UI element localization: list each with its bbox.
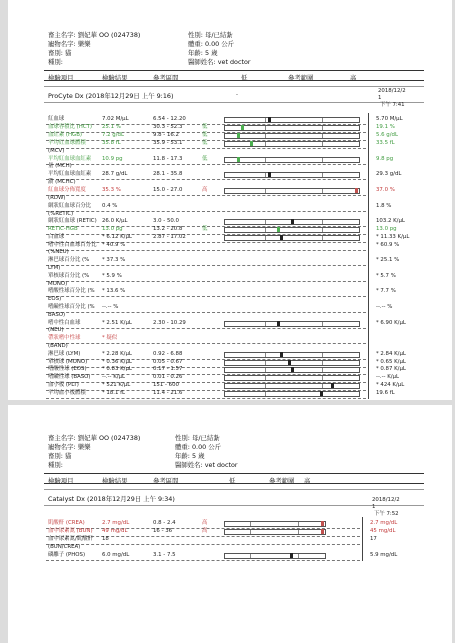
test-result: 7.02 M/μL <box>102 116 129 122</box>
section-rule <box>44 489 424 490</box>
reference-interval: 13.2 - 20.8 <box>153 226 183 232</box>
test-result: * 521 K/μL <box>102 382 131 388</box>
previous-result: 17 <box>370 536 377 542</box>
row-separator <box>46 343 366 344</box>
column-header: 檢驗項目 <box>48 477 74 485</box>
test-result: 10.9 pg <box>102 156 123 162</box>
patient-info-field: 性別: 母/已結紮 <box>175 434 220 442</box>
result-marker <box>291 367 294 372</box>
reference-gauge <box>224 521 326 527</box>
reference-band <box>265 158 323 162</box>
test-result: * 2.51 K/μL <box>102 320 132 326</box>
test-result: * 疑似 <box>102 335 118 341</box>
previous-result: 5.70 M/μL <box>376 116 403 122</box>
row-separator <box>46 296 366 297</box>
previous-result: * 6.90 K/μL <box>376 320 406 326</box>
previous-result: * 0.65 K/μL <box>376 359 406 365</box>
previous-result: 19.6 fL <box>376 390 395 396</box>
reference-gauge <box>224 235 360 241</box>
reference-interval: 0.01 - 0.26 <box>153 374 183 380</box>
section-bottom-rule <box>44 505 424 506</box>
test-name: (BAND) <box>48 343 68 349</box>
result-marker <box>250 141 253 146</box>
result-marker <box>355 188 358 193</box>
test-result: 28.7 g/dL <box>102 171 128 177</box>
result-marker <box>268 117 271 122</box>
result-marker <box>288 360 291 365</box>
test-name: 嗜中性白血球 <box>48 320 81 326</box>
header-top-rule <box>44 473 424 474</box>
test-name: 淋巴球百分比 (% <box>48 257 90 263</box>
test-name: 血中尿素氮 (BUN) <box>48 528 93 534</box>
test-result: 18 <box>102 536 109 542</box>
report-page-2 <box>8 405 452 643</box>
result-marker <box>290 553 293 558</box>
test-result: 0.4 % <box>102 203 118 209</box>
test-result: 2.7 mg/dL <box>102 520 130 526</box>
previous-result: 13.0 pg <box>376 226 397 232</box>
section-rule <box>44 86 424 87</box>
reference-interval: 3.0 - 50.0 <box>153 218 179 224</box>
test-result: 6.0 mg/dL <box>102 552 130 558</box>
reference-band <box>265 118 323 122</box>
row-separator <box>46 560 360 561</box>
result-marker <box>280 235 283 240</box>
reference-band <box>265 126 323 130</box>
reference-gauge <box>224 529 326 535</box>
reference-band <box>265 220 323 224</box>
section-title: ProCyte Dx (2018年12月29日 上午 9:16) <box>48 92 174 100</box>
reference-interval: 2.30 - 10.29 <box>153 320 186 326</box>
result-marker <box>321 529 324 534</box>
previous-result: 33.5 fL <box>376 140 395 146</box>
patient-info-field: 年齡: 5 歲 <box>188 49 218 57</box>
reference-interval: 6.54 - 12.20 <box>153 116 186 122</box>
result-marker <box>291 219 294 224</box>
result-marker <box>277 321 280 326</box>
previous-result: 5.6 g/dL <box>376 132 398 138</box>
column-header: 檢驗結果 <box>102 477 128 485</box>
previous-result: 9.8 pg <box>376 156 394 162</box>
test-name: (RDW) <box>48 195 66 201</box>
reference-interval: 0.92 - 6.88 <box>153 351 183 357</box>
result-flag: 低 <box>202 140 208 146</box>
previous-result: * 424 K/μL <box>376 382 405 388</box>
previous-result: 45 mg/dL <box>370 528 396 534</box>
result-marker <box>241 125 244 130</box>
test-name: 量 (MCH) <box>48 163 72 169</box>
test-result: * 13.6 % <box>102 288 126 294</box>
row-separator <box>46 281 366 282</box>
patient-info-field: 體重: 0.00 公斤 <box>175 443 222 451</box>
result-marker <box>277 227 280 232</box>
column-header: 低 <box>229 477 236 485</box>
column-header: 參考範圍 <box>288 74 314 82</box>
test-name: 平均血小板體積 <box>48 390 86 396</box>
previous-result: 19.1 % <box>376 124 395 130</box>
test-name: MONO) <box>48 281 68 287</box>
column-header: 參考區間 <box>153 477 179 485</box>
test-result: 35.3 % <box>102 187 121 193</box>
reference-gauge <box>224 383 360 389</box>
test-name: 平均紅血球血紅素 <box>48 156 92 162</box>
reference-band <box>265 189 323 193</box>
test-name: 平均紅血球血紅素 <box>48 171 92 177</box>
prev-run-date: 2018/12/2 <box>378 88 406 94</box>
header-bottom-rule <box>44 80 424 81</box>
column-header: 參考範圍 <box>269 477 295 485</box>
test-result: * 2.28 K/μL <box>102 351 132 357</box>
column-header: 參考區間 <box>153 74 179 82</box>
reference-interval: 0.05 - 0.67 <box>153 359 183 365</box>
reference-gauge <box>224 117 360 123</box>
patient-info-field: 性別: 母/已結紮 <box>188 31 233 39</box>
previous-result: * 60.9 % <box>376 242 400 248</box>
test-name: 嗜酸性球百分比 (% <box>48 288 95 294</box>
reference-interval: 2.87 - 17.02 <box>153 234 186 240</box>
previous-result: 29.3 g/dL <box>376 171 402 177</box>
patient-info-field: 畜主名字: 劉妃華 OO (024738) <box>48 31 141 39</box>
reference-gauge <box>224 321 360 327</box>
test-name: 肌酸酐 (CREA) <box>48 520 85 526</box>
reference-interval: 16 - 36 <box>153 528 173 534</box>
test-name: 嗜鹼性球百分比 (% <box>48 304 95 310</box>
test-name: 血中尿素氮/肌酸酐 <box>48 536 93 542</box>
test-result: 35.8 fL <box>102 140 121 146</box>
result-marker <box>237 157 240 162</box>
previous-result: * 11.33 K/μL <box>376 234 410 240</box>
reference-gauge <box>224 133 360 139</box>
row-separator <box>46 398 366 399</box>
reference-band <box>265 236 323 240</box>
row-separator <box>46 179 366 180</box>
reference-interval: 151 - 600 <box>153 382 179 388</box>
test-name: 白血球 <box>48 234 65 240</box>
patient-info-field: 畜主名字: 劉妃華 OO (024738) <box>48 434 141 442</box>
test-name: 嗜鹼性球 (BASO) <box>48 374 91 380</box>
previous-result: * 0.87 K/μL <box>376 366 406 372</box>
row-separator <box>46 328 366 329</box>
patient-info-field: 種別: <box>48 58 63 66</box>
previous-result: 37.0 % <box>376 187 395 193</box>
test-name: (BUN/CREA) <box>48 544 81 550</box>
reference-gauge <box>224 157 360 163</box>
reference-interval: 11.8 - 17.3 <box>153 156 183 162</box>
reference-gauge <box>224 375 360 381</box>
test-name: 嗜中性白血球百分比 <box>48 242 97 248</box>
test-name: 淋巴球 (LYM) <box>48 351 81 357</box>
test-result: --.-- K/μL <box>102 374 125 380</box>
result-flag: 低 <box>202 226 208 232</box>
test-result: * 0.36 K/μL <box>102 359 132 365</box>
test-name: EOS) <box>48 296 62 302</box>
result-flag: 低 <box>202 156 208 162</box>
test-result: * 0.83 K/μL <box>102 366 132 372</box>
reference-band <box>265 142 323 146</box>
column-divider <box>362 517 363 561</box>
reference-gauge <box>224 219 360 225</box>
test-name: 紅血球分佈寬度 <box>48 187 86 193</box>
patient-info-field: 種別: <box>48 461 63 469</box>
row-separator <box>46 164 366 165</box>
reference-interval: 9.8 - 16.2 <box>153 132 179 138</box>
reference-band <box>265 392 323 396</box>
previous-result: * 25.1 % <box>376 257 400 263</box>
reference-band <box>250 522 299 526</box>
reference-band <box>265 322 323 326</box>
result-marker <box>237 133 240 138</box>
prev-run-seq: 1 <box>378 95 382 101</box>
row-separator <box>46 195 366 196</box>
row-separator <box>46 544 360 545</box>
row-separator <box>46 148 366 149</box>
test-name: RETIC-HGB <box>48 226 78 232</box>
test-name: 紅血球 <box>48 116 65 122</box>
reference-interval: 30.3 - 52.3 <box>153 124 183 130</box>
previous-result: 2.7 mg/dL <box>370 520 398 526</box>
section-title: Catalyst Dx (2018年12月29日 上午 9:34) <box>48 495 175 503</box>
result-flag: 高 <box>202 528 208 534</box>
column-header: 高 <box>350 74 357 82</box>
reference-band <box>265 376 323 380</box>
row-separator <box>46 250 366 251</box>
reference-band <box>265 353 323 357</box>
reference-gauge <box>224 227 360 233</box>
reference-gauge <box>224 172 360 178</box>
column-header: 高 <box>304 477 311 485</box>
column-header: 檢驗項目 <box>48 74 74 82</box>
report-page-1 <box>8 0 452 400</box>
previous-result: * 7.7 % <box>376 288 396 294</box>
section-dash: - <box>236 92 238 98</box>
reference-gauge <box>224 553 326 559</box>
reference-band <box>250 530 299 534</box>
test-result: 7.2 g/dL <box>102 132 124 138</box>
result-flag: 高 <box>202 520 208 526</box>
test-result: * 6.12 K/μL <box>102 234 132 240</box>
result-flag: 低 <box>202 124 208 130</box>
test-name: 血球容積比 (HCT) <box>48 124 92 130</box>
reference-band <box>265 361 323 365</box>
row-separator <box>46 265 366 266</box>
reference-interval: 35.9 - 53.1 <box>153 140 183 146</box>
test-name: 嗜酸性球 (EOS) <box>48 366 87 372</box>
result-marker <box>280 352 283 357</box>
patient-info-field: 年齡: 5 歲 <box>175 452 205 460</box>
test-result: 13.0 pg <box>102 226 123 232</box>
test-name: 單核球 (MONO) <box>48 359 88 365</box>
test-name: (%RETIC) <box>48 211 74 217</box>
patient-info-field: 寵物名字: 樂樂 <box>48 40 91 48</box>
test-name: 血小板 (PLT) <box>48 382 79 388</box>
test-result: * 40.9 % <box>102 242 126 248</box>
test-name: 單核球百分比 (% <box>48 273 90 279</box>
reference-gauge <box>224 360 360 366</box>
previous-result: --.-- K/μL <box>376 374 399 380</box>
reference-interval: 3.1 - 7.5 <box>153 552 176 558</box>
result-marker <box>320 391 323 396</box>
reference-interval: 0.8 - 2.4 <box>153 520 176 526</box>
reference-gauge <box>224 391 360 397</box>
column-header: 檢驗結果 <box>102 74 128 82</box>
header-bottom-rule <box>44 483 424 484</box>
previous-result: * 2.84 K/μL <box>376 351 406 357</box>
reference-interval: 11.4 - 21.6 <box>153 390 183 396</box>
prev-run-time: 下午 7:52 <box>374 511 399 517</box>
prev-run-date: 2018/12/2 <box>372 497 400 503</box>
previous-result: * 5.7 % <box>376 273 396 279</box>
test-name: (%NEU) <box>48 249 69 255</box>
test-result: 25.1 % <box>102 124 121 130</box>
result-flag: 高 <box>202 187 208 193</box>
patient-info-field: 醫師姓名: vet doctor <box>175 461 238 469</box>
test-result: 49 mg/dL <box>102 528 128 534</box>
result-marker <box>331 383 334 388</box>
section-bottom-rule <box>44 102 424 103</box>
result-flag: 低 <box>202 132 208 138</box>
test-name: 磷離子 (PHOS) <box>48 552 86 558</box>
previous-result: 5.9 mg/dL <box>370 552 398 558</box>
test-name: LYM) <box>48 265 61 271</box>
test-name: 帶狀嗜中性球 <box>48 335 81 341</box>
reference-interval: 0.17 - 1.57 <box>153 366 183 372</box>
reference-gauge <box>224 367 360 373</box>
reference-band <box>265 173 323 177</box>
test-name: (MCV) <box>48 148 65 154</box>
reference-gauge <box>224 125 360 131</box>
previous-result: 1.8 % <box>376 203 392 209</box>
patient-info-field: 體重: 0.00 公斤 <box>188 40 235 48</box>
result-marker <box>321 521 324 526</box>
patient-info-field: 寵物名字: 樂樂 <box>48 443 91 451</box>
patient-info-field: 醫師姓名: vet doctor <box>188 58 251 66</box>
result-marker <box>268 172 271 177</box>
test-name: BASO) <box>48 312 66 318</box>
row-separator <box>46 312 366 313</box>
reference-band <box>265 134 323 138</box>
test-name: 平均紅血球體積 <box>48 140 86 146</box>
test-result: * 5.9 % <box>102 273 122 279</box>
reference-gauge <box>224 188 360 194</box>
prev-run-seq: 1 <box>372 504 376 510</box>
row-separator <box>46 536 360 537</box>
test-name: 血紅素 (HGB) <box>48 132 83 138</box>
prev-run-time: 下午 7:41 <box>380 102 405 108</box>
test-name: (NEU) <box>48 327 64 333</box>
test-name: 網狀紅血球 (RETIC) <box>48 218 97 224</box>
reference-band <box>265 384 323 388</box>
column-divider <box>368 113 369 399</box>
reference-gauge <box>224 352 360 358</box>
reference-band <box>265 368 323 372</box>
patient-info-field: 畜別: 貓 <box>48 452 72 460</box>
previous-result: 103.2 K/μL <box>376 218 405 224</box>
test-result: --.-- % <box>102 304 119 310</box>
test-result: * 18.1 fL <box>102 390 126 396</box>
reference-gauge <box>224 141 360 147</box>
header-top-rule <box>44 70 424 71</box>
test-name: 濃 (MCHC) <box>48 179 76 185</box>
test-result: * 37.3 % <box>102 257 126 263</box>
reference-band <box>265 228 323 232</box>
previous-result: --.-- % <box>376 304 393 310</box>
test-result: 26.0 K/μL <box>102 218 128 224</box>
column-header: 低 <box>241 74 248 82</box>
patient-info-field: 畜別: 貓 <box>48 49 72 57</box>
test-name: 網狀紅血球百分比 <box>48 203 92 209</box>
reference-interval: 15.0 - 27.0 <box>153 187 183 193</box>
row-separator <box>46 211 366 212</box>
reference-interval: 28.1 - 35.8 <box>153 171 183 177</box>
